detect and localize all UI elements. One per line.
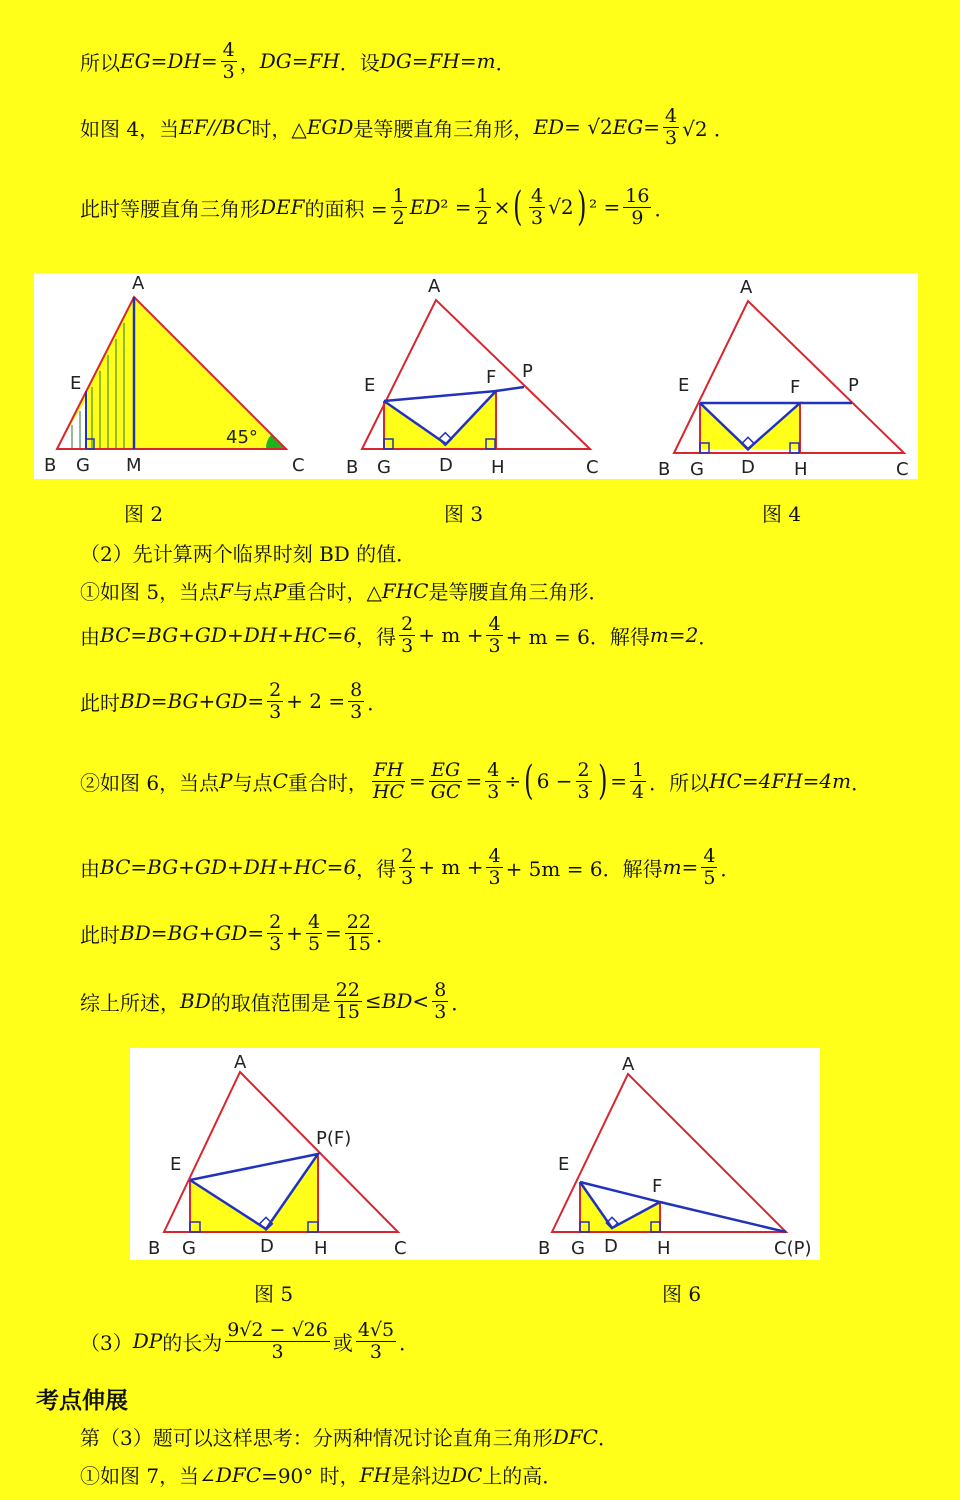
figure-5 (148, 1052, 407, 1259)
text-line-4: （2）先计算两个临界时刻 BD 的值． (80, 542, 417, 566)
text-line-6: 由 BC=BG+GD+DH+HC=6 ，得 $\frac{2}{3}$ + m + $\frac{4}{3}$ + m = 6．解得 m=2 ． (80, 613, 719, 657)
label-PF: P(F) (316, 1128, 352, 1149)
label-C: C (586, 457, 599, 478)
label-B: B (44, 455, 57, 476)
label-M: M (126, 455, 142, 476)
angle-label: 45° (226, 427, 258, 448)
label-B: B (148, 1238, 161, 1259)
text-line-7: 此时 BD=BG+GD = $\frac{2}{3}$ + 2 = $\frac{8}{3}$ ． (80, 679, 388, 723)
label-D: D (439, 455, 453, 476)
fraction: $\frac{2}{3}$ (401, 845, 414, 889)
text-line-1: 所以 EG = DH = $\frac{4}{3}$ ， DG=FH ．设 DG=FH=m ． (80, 39, 516, 83)
label-F: F (652, 1176, 663, 1197)
fraction: $\frac{8}{3}$ (434, 979, 447, 1023)
figure-3 (346, 276, 599, 478)
label-E: E (70, 373, 82, 394)
fraction: $\frac{4}{3}$ (222, 39, 235, 83)
label-A: A (234, 1052, 247, 1073)
label-E: E (364, 375, 376, 396)
text-line-5: ①如图 5，当点 F 与点 P 重合时，△ FHC 是等腰直角三角形． (80, 578, 609, 604)
fraction: $\frac{4}{3}$ (487, 759, 500, 803)
text-line-2: 如图 4，当 EF//BC 时，△ EGD 是等腰直角三角形， ED = √2 EG = $\frac{4}{3}$ √2 ． (80, 105, 734, 149)
label-G: G (571, 1238, 585, 1259)
label-D: D (604, 1236, 618, 1257)
fraction: $\frac{9√2 - √26}{3}$ (227, 1319, 328, 1363)
label-B: B (346, 457, 359, 478)
fraction: $\frac{FH}{HC}$ (372, 759, 404, 803)
fraction: $\frac{1}{2}$ (392, 185, 405, 229)
label-H: H (657, 1238, 671, 1259)
caption-fig4: 图 4 (762, 502, 802, 526)
label-E: E (678, 375, 690, 396)
label-P: P (848, 375, 859, 396)
text-line-12: （3） DP 的长为 $\frac{9√2 - √26}{3}$ 或 $\frac{4√5}{3}$ ． (80, 1319, 420, 1363)
label-A: A (622, 1054, 635, 1075)
figure-4 (658, 277, 909, 479)
fraction: $\frac{16}{9}$ (625, 185, 650, 229)
figure-panel-bottom (130, 1048, 820, 1260)
label-H: H (314, 1238, 328, 1259)
fraction: $\frac{4}{3}$ (530, 185, 544, 229)
label-A: A (132, 273, 145, 294)
caption-fig3: 图 3 (444, 502, 484, 526)
text-line-14: ①如图 7，当∠ DFC =90° 时， FH 是斜边 DC 上的高． (80, 1462, 563, 1488)
fraction: $\frac{2}{3}$ (269, 911, 282, 955)
label-CP: C(P) (774, 1238, 812, 1259)
label-D: D (741, 457, 755, 478)
label-C: C (394, 1238, 407, 1259)
label-G: G (377, 457, 391, 478)
label-A: A (740, 277, 753, 298)
fraction: $\frac{4√5}{3}$ (357, 1319, 395, 1363)
fraction: $\frac{4}{3}$ (665, 105, 678, 149)
caption-fig2: 图 2 (124, 502, 164, 526)
fraction: $\frac{4}{5}$ (307, 911, 321, 955)
label-H: H (794, 459, 808, 479)
fraction: $\frac{EG}{GC}$ (430, 759, 461, 803)
label-G: G (182, 1238, 196, 1259)
label-G: G (690, 459, 704, 479)
label-F: F (486, 367, 497, 388)
label-B: B (658, 459, 671, 479)
fraction: $\frac{2}{3}$ (401, 613, 414, 657)
text-line-9: 由 BC=BG+GD+DH+HC=6 ，得 $\frac{2}{3}$ + m + $\frac{4}{3}$ + 5m = 6．解得 m = $\frac{4}{5}$ ． (80, 845, 741, 889)
caption-fig6: 图 6 (662, 1282, 702, 1306)
label-E: E (558, 1154, 570, 1175)
fraction: $\frac{1}{2}$ (476, 185, 489, 229)
label-B: B (538, 1238, 551, 1259)
fraction: $\frac{4}{5}$ (703, 845, 716, 889)
fraction: $\frac{4}{3}$ (488, 613, 501, 657)
text-line-11: 综上所述， BD 的取值范围是 $\frac{22}{15}$ ≤ BD < $\frac{8}{3}$ ． (80, 979, 472, 1023)
fraction: $\frac{22}{15}$ (346, 911, 371, 955)
label-G: G (76, 455, 90, 476)
label-C: C (292, 455, 305, 476)
text-line-10: 此时 BD=BG+GD = $\frac{2}{3}$ + $\frac{4}{5}$ = $\frac{22}{15}$ ． (80, 911, 396, 955)
figure-panel-top (34, 273, 918, 479)
label-H: H (491, 457, 505, 478)
section-heading: 考点伸展 (36, 1388, 128, 1414)
fraction: $\frac{4}{3}$ (488, 845, 501, 889)
text-line-13: 第（3）题可以这样思考：分两种情况讨论直角三角形 DFC ． (80, 1424, 618, 1450)
caption-fig5: 图 5 (254, 1282, 294, 1306)
label-A: A (428, 276, 441, 297)
fraction: $\frac{2}{3}$ (577, 759, 590, 803)
fraction: $\frac{22}{15}$ (335, 979, 360, 1023)
fraction: $\frac{1}{4}$ (632, 759, 645, 803)
label-C: C (896, 459, 909, 479)
text-line-8: ②如图 6，当点 P 与点 C 重合时， $\frac{FH}{HC}$ = $\frac{EG}{GC}$ = $\frac{4}{3}$ ÷ ( 6 − $\frac{2}{3}$ ) = $\frac{1}{4}$ ．所以 HC=4FH=4m ． (80, 758, 872, 805)
label-E: E (170, 1154, 182, 1175)
fraction: $\frac{2}{3}$ (269, 679, 282, 723)
figure-6 (538, 1054, 811, 1259)
label-F: F (790, 377, 801, 398)
label-D: D (260, 1236, 274, 1257)
figure-2 (44, 273, 305, 476)
fraction: $\frac{8}{3}$ (350, 679, 363, 723)
label-P: P (522, 361, 533, 382)
text-line-3: 此时等腰直角三角形 DEF 的面积 = $\frac{1}{2}$ ED ² = $\frac{1}{2}$ × ( $\frac{4}{3}$ √2 ) ² = $\frac{16}{9}$ ． (80, 184, 675, 231)
